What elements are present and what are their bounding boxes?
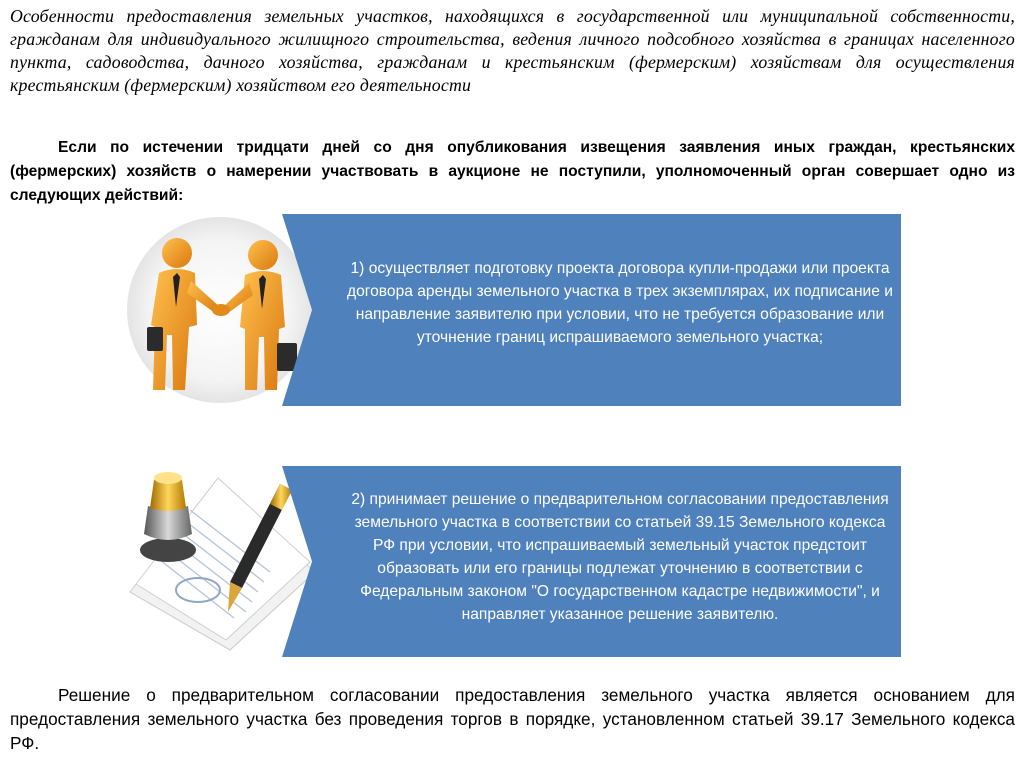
handshake-icon xyxy=(125,215,315,405)
action-text-1: 1) осуществляет подготовку проекта договора купли-продажи или проекта договора аренды земельного участка в трех экземплярах, их подписание и направление заявителю при условии, что не требуется образование или уточнение границ испрашиваемого земельного участка; xyxy=(347,260,893,346)
slide-heading: Особенности предоставления земельных участков, находящихся в государственной или муниципальной собственности, гражданам для индивидуального жилищного строительства, ведения личного подсобного хозяйства в границах населенного пункта, садоводства, дачного хозяйства, гражданам и крестьянским (фермерским) хозяйствам для осуществления крестьянским (фермерским) хозяйством его деятельности xyxy=(10,6,1015,95)
conclusion-paragraph: Решение о предварительном согласовании предоставления земельного участка является основанием для предоставления земельного участка без проведения торгов в порядке, установленном статьей 39.17 Земельного кодекса РФ. xyxy=(10,685,1015,753)
action-text-2: 2) принимает решение о предварительном согласовании предоставления земельного участка в соответствии со статьей 39.15 Земельного кодекса РФ при условии, что испрашиваемый земельный участок предстоит образовать или его границы подлежат уточнению в соответствии с Федеральным законом "О государственном кадастре недвижимости", и направляет указанное решение заявителю. xyxy=(351,491,889,623)
intro-paragraph: Если по истечении тридцати дней со дня опубликования извещения заявления иных граждан, крестьянских (фермерских) хозяйств о намерении участвовать в аукционе не поступили, уполномоченный орган совершает одно из следующих действий: xyxy=(10,139,1015,204)
